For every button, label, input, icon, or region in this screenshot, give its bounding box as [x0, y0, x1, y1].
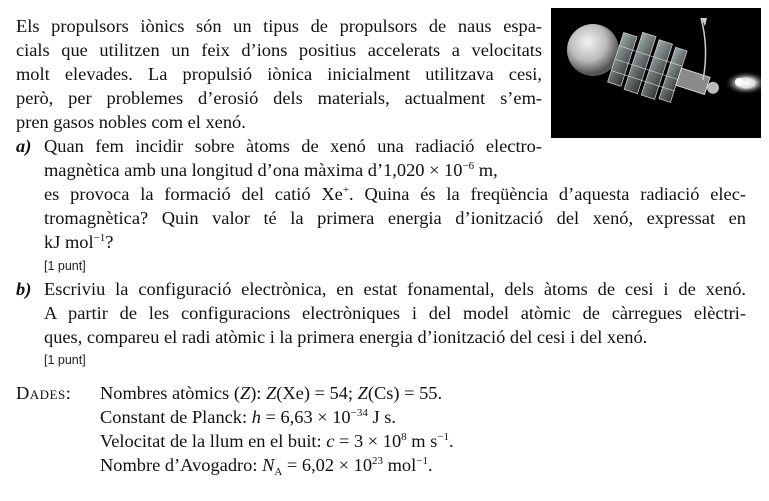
dades-planck: Constant de Planck: $h = 6,63 \times 10^{-34}$ J s. — [100, 407, 396, 427]
intro-line-3: molt elevades. La propulsió iònica inicialment utilitzava cesi, — [16, 64, 542, 84]
part-b-line-1: Escriviu la configuració electrònica, en estat fonamental, dels àtoms de cesi i de xenó. — [44, 279, 746, 299]
dades-light-speed: Velocitat de la llum en el buit: $c = 3 \times 10^8$ m $s^{-1}$. — [100, 431, 454, 451]
spacecraft-illustration — [551, 8, 761, 138]
part-b-line-2: A partir de les configuracions electròniques i del model atòmic de càrregues elèctri- — [44, 303, 746, 323]
part-a-line-3: es provoca la formació del catió Xe+. Quina és la freqüència d’aquesta radiació elec- — [44, 184, 746, 204]
part-a-points: [1 punt] — [44, 259, 86, 273]
dades-label: Dades: — [16, 383, 72, 403]
part-b-label: b) — [16, 279, 32, 299]
part-a-line-1: Quan fem incidir sobre àtoms de xenó una radiació electro- — [44, 136, 542, 156]
dades-avogadro: Nombre d’Avogadro: $N_A = 6,02 \times 10^{23}$ mol$^{-1}$. — [100, 455, 433, 478]
part-a-label: a) — [16, 136, 32, 156]
part-b-line-3: ques, compareu el radi atòmic i la primera energia d’ionització del cesi i del xenó. — [44, 327, 648, 347]
dades-atomic-numbers: Nombres atòmics (Z): Z(Xe) = 54; Z(Cs) = 55. — [100, 383, 443, 403]
part-a-line-5: kJ mol$^{-1}$? — [44, 232, 114, 252]
part-a-line-4: tromagnètica? Quin valor té la primera energia d’ionització del xenó, expressat en — [44, 208, 746, 228]
intro-line-2: cials que utilitzen un feix d’ions positius accelerats a velocitats — [16, 40, 542, 60]
intro-line-1: Els propulsors iònics són un tipus de propulsors de naus espa- — [16, 16, 542, 36]
part-a-line-2: magnètica amb una longitud d’ona màxima d’1,020 × $10^{-6}$ m, — [44, 160, 498, 180]
intro-line-4: però, per problemes d’erosió dels materials, actualment s’em- — [16, 88, 542, 108]
part-b-points: [1 punt] — [44, 353, 86, 367]
intro-line-5: pren gasos nobles com el xenó. — [16, 112, 246, 132]
